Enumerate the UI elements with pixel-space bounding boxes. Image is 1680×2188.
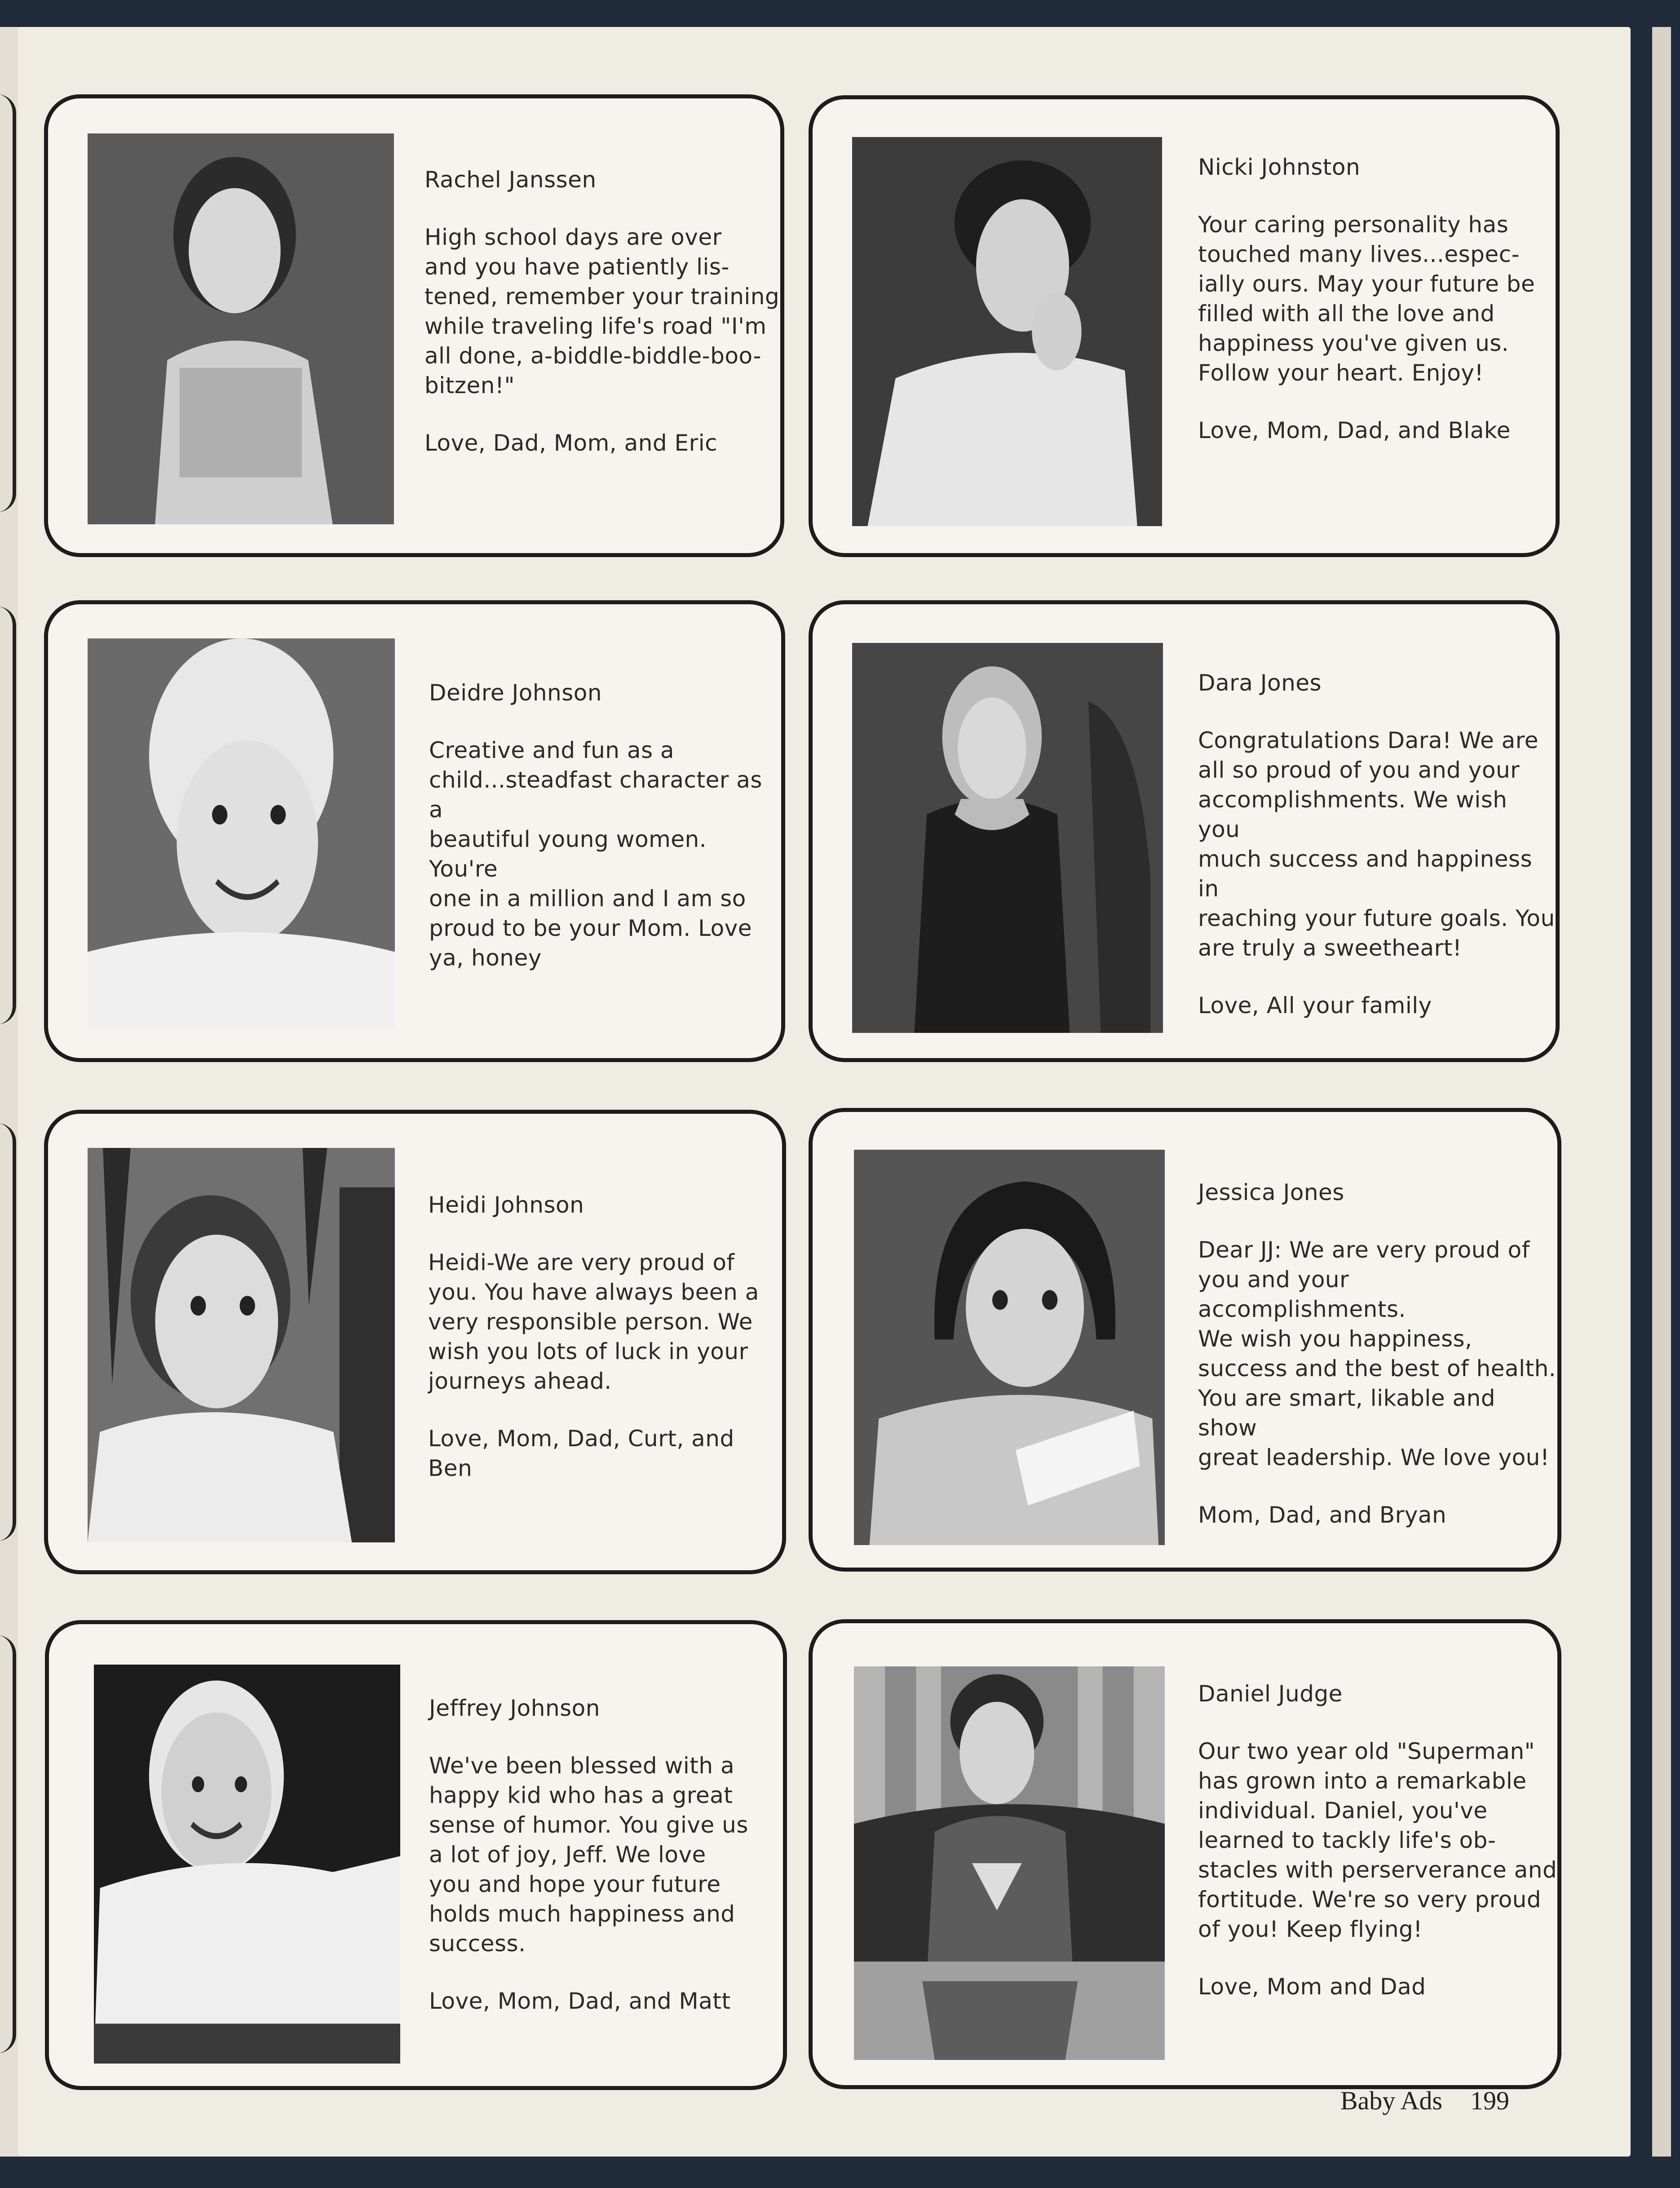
ad-message: Dear JJ: We are very proud of you and your accomplishments. We wish you happiness, success and the best of health. You are smart, likable and show great leadership. We love you!	[1198, 1237, 1556, 1470]
ad-signature: Love, Dad, Mom, and Eric	[424, 430, 718, 456]
ad-signature: Love, Mom and Dad	[1198, 1974, 1426, 2000]
child-name: Heidi Johnson	[428, 1192, 584, 1218]
baby-ad-card	[44, 1110, 786, 1574]
child-name: Jeffrey Johnson	[429, 1695, 600, 1721]
baby-ad-card	[45, 1620, 787, 2090]
child-name: Nicki Johnston	[1198, 154, 1361, 180]
binding-curve	[0, 94, 16, 512]
baby-photo	[94, 1665, 400, 2064]
ad-message: Your caring personality has touched many lives...espec- ially ours. May your future be filled with all the love and happiness you've given us. Follow your heart. Enjoy!	[1198, 212, 1535, 386]
baby-photo	[88, 1148, 395, 1542]
ad-message: Our two year old "Superman" has grown into a remarkable individual. Daniel, you've learned to tackly life's ob- stacles with perserverance and fortitude. We're so very proud of you! Keep flying!	[1198, 1738, 1557, 1942]
ad-text	[429, 678, 781, 1001]
baby-photo	[88, 133, 394, 524]
binding-curve	[0, 1635, 16, 2053]
ad-message: We've been blessed with a happy kid who has a great sense of humor. You give us a lot of joy, Jeff. We love you and hope your future holds much happiness and success.	[429, 1753, 748, 1957]
binding-curve	[0, 1123, 16, 1541]
page-edge	[1652, 27, 1671, 2157]
baby-ad-card	[809, 95, 1560, 557]
baby-ad-card	[44, 94, 784, 557]
ad-text	[1198, 668, 1556, 1020]
baby-photo	[854, 1666, 1165, 2060]
baby-ad-card	[44, 600, 785, 1062]
ad-text	[424, 165, 779, 458]
child-name: Rachel Janssen	[424, 167, 597, 193]
ad-signature: Love, Mom, Dad, Curt, and Ben	[428, 1426, 734, 1481]
page-footer	[1340, 2086, 1509, 2116]
ad-text	[1198, 1178, 1557, 1530]
baby-photo	[852, 137, 1162, 526]
ad-message: Heidi-We are very proud of you. You have always been a very responsible person. We wish you lots of luck in your journeys ahead.	[428, 1249, 759, 1394]
ad-message: High school days are over and you have patiently lis- tened, remember your training while traveling life's road "I'm all done, a-biddle-biddle-boo- bitzen!"	[424, 224, 780, 399]
ad-text	[1198, 1679, 1557, 2002]
child-name: Dara Jones	[1198, 670, 1322, 696]
binding-curve	[0, 607, 16, 1024]
ad-signature: Love, Mom, Dad, and Blake	[1198, 417, 1511, 443]
ad-text	[1198, 152, 1535, 445]
baby-photo	[88, 638, 395, 1030]
baby-ad-card	[809, 1108, 1561, 1572]
baby-ad-card	[809, 1619, 1561, 2089]
baby-photo	[852, 643, 1163, 1033]
ad-text	[429, 1693, 748, 2016]
ad-signature: Mom, Dad, and Bryan	[1198, 1502, 1447, 1528]
ad-signature: Love, All your family	[1198, 992, 1432, 1019]
child-name: Jessica Jones	[1198, 1179, 1344, 1205]
baby-ad-card	[809, 600, 1560, 1062]
child-name: Deidre Johnson	[429, 680, 602, 706]
ad-message: Creative and fun as a child...steadfast character as a beautiful young women. You're one in a million and I am so proud to be your Mom. Love ya, honey	[429, 737, 762, 971]
child-name: Daniel Judge	[1198, 1681, 1343, 1707]
section-title: Baby Ads	[1340, 2086, 1442, 2115]
ad-text	[428, 1190, 759, 1483]
page-number: 199	[1470, 2086, 1509, 2115]
baby-photo	[854, 1150, 1165, 1545]
ad-signature: Love, Mom, Dad, and Matt	[429, 1988, 731, 2014]
ad-message: Congratulations Dara! We are all so proud of you and your accomplishments. We wish you much success and happiness in reaching your future goals. You are truly a sweetheart!	[1198, 727, 1555, 961]
